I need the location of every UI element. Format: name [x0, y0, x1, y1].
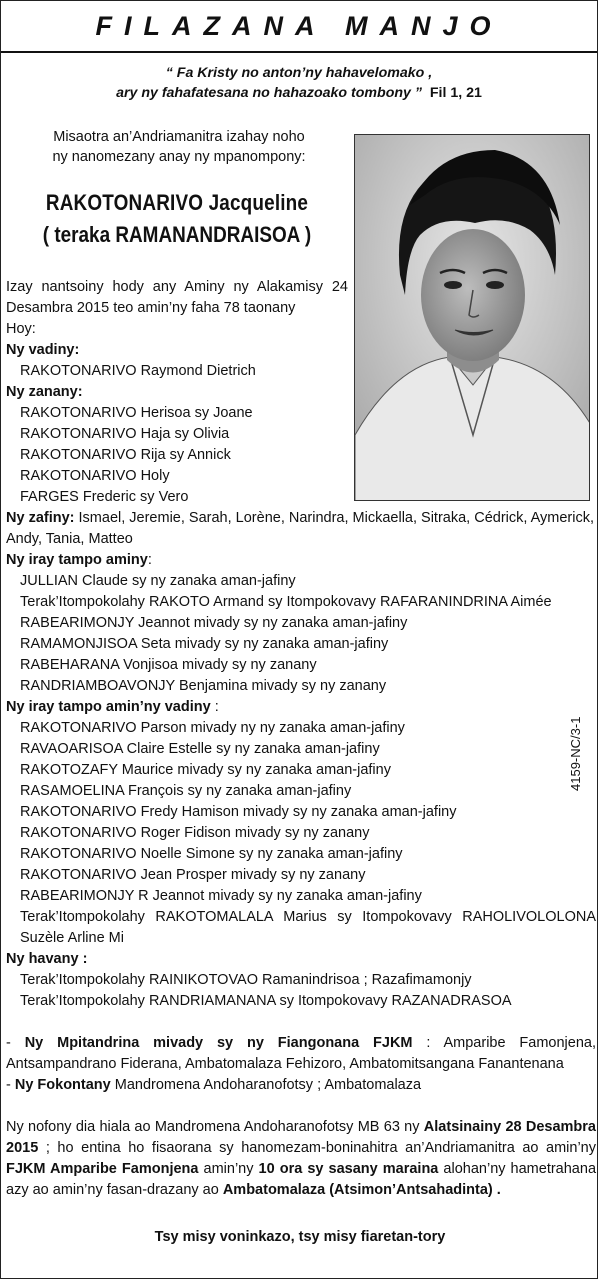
- deceased-name: RAKOTONARIVO Jacqueline: [45, 190, 309, 215]
- list-item: Terak’Itompokolahy RANDRIAMANANA sy Itompokovavy RAZANADRASOA: [20, 993, 512, 1009]
- section-spouse-label: Ny vadiny:: [6, 342, 80, 358]
- deceased-maiden-name: ( teraka RAMANANDRAISOA ): [42, 222, 312, 247]
- death-announcement: Izay nantsoiny hody any Aminy ny Alakamisy 24 Desambra 2015 teo amin’ny faha 78 taonany: [6, 279, 348, 316]
- list-item: RAVAOARISOA Claire Estelle sy ny zanaka aman-jafiny: [20, 741, 380, 757]
- list-item: FARGES Frederic sy Vero: [20, 489, 189, 505]
- list-item: RAKOTONARIVO Rija sy Annick: [20, 447, 231, 463]
- list-item: RAKOTONARIVO Fredy Hamison mivady sy ny zanaka aman-jafiny: [20, 804, 457, 820]
- list-item: RABEARIMONJY R Jeannot mivady sy ny zanaka aman-jafiny: [20, 888, 422, 904]
- list-item: RAKOTONARIVO Noelle Simone sy ny zanaka aman-jafiny: [20, 846, 403, 862]
- verse-reference: Fil 1, 21: [429, 85, 482, 101]
- list-item: Terak’Itompokolahy RAKOTO Armand sy Itompokovavy RAFARANINDRINA Aimée: [20, 594, 552, 610]
- list-item: RABEARIMONJY Jeannot mivady sy ny zanaka aman-jafiny: [20, 615, 408, 631]
- list-item: RAKOTONARIVO Herisoa sy Joane: [20, 405, 253, 421]
- notice-body: [6, 277, 598, 1201]
- notice-title: FILAZANA MANJO: [1, 1, 597, 53]
- list-item: RAKOTONARIVO Haja sy Olivia: [20, 426, 230, 442]
- intro-line-1: Misaotra an’Andriamanitra izahay noho: [53, 129, 305, 145]
- section-siblings-label: Ny iray tampo aminy:: [6, 552, 152, 568]
- verse-line-2: ary ny fahafatesana no hahazoako tombony ” Fil 1, 21: [116, 85, 482, 101]
- list-item: RAKOTONARIVO Holy: [20, 468, 170, 484]
- church-bullet-1: - Ny Mpitandrina mivady sy ny Fiangonana FJKM : Amparibe Famonjena, Antsampandrano Fiderana, Ambatomalaza Fehizoro, Ambatomitsangana Fanantenana: [6, 1035, 596, 1072]
- bible-verse: [1, 63, 597, 103]
- list-item: RASAMOELINA François sy ny zanaka aman-jafiny: [20, 783, 352, 799]
- list-item: JULLIAN Claude sy ny zanaka aman-jafiny: [20, 573, 296, 589]
- verse-line-1: “ Fa Kristy no anton’ny hahavelomako ,: [165, 65, 433, 81]
- list-item: RANDRIAMBOAVONJY Benjamina mivady sy ny zanany: [20, 678, 387, 694]
- list-item: RAKOTONARIVO Raymond Dietrich: [20, 363, 256, 379]
- ad-reference-code: 4159-NC/3-1: [568, 716, 583, 791]
- list-item: Terak’Itompokolahy RAKOTOMALALA Marius sy Itompokovavy RAHOLIVOLOLONA Suzèle Arline Mi: [20, 909, 596, 946]
- list-item: RAMAMONJISOA Seta mivady sy ny zanaka aman-jafiny: [20, 636, 389, 652]
- list-item: RAKOTOZAFY Maurice mivady sy ny zanaka aman-jafiny: [20, 762, 391, 778]
- footer-note: Tsy misy voninkazo, tsy misy fiaretan-tory: [154, 1229, 446, 1245]
- section-spouse-siblings-label: Ny iray tampo amin’ny vadiny :: [6, 699, 219, 715]
- list-item: RABEHARANA Vonjisoa mivady sy ny zanany: [20, 657, 317, 673]
- intro-line-2: ny nanomezany anay ny mpanompony:: [52, 149, 306, 165]
- list-item: Terak’Itompokolahy RAINIKOTOVAO Ramanindrisoa ; Razafimamonjy: [20, 972, 472, 988]
- church-bullet-2: - Ny Fokontany Mandromena Andoharanofotsy ; Ambatomalaza: [6, 1077, 422, 1093]
- list-item: RAKOTONARIVO Roger Fidison mivady sy ny zanany: [20, 825, 370, 841]
- list-item: RAKOTONARIVO Jean Prosper mivady sy ny zanany: [20, 867, 366, 883]
- intro-text: [19, 127, 339, 167]
- section-relatives-label: Ny havany :: [6, 951, 88, 967]
- list-item: RAKOTONARIVO Parson mivady ny ny zanaka aman-jafiny: [20, 720, 405, 736]
- section-children-label: Ny zanany:: [6, 384, 83, 400]
- hoy-label: Hoy:: [6, 321, 36, 337]
- funeral-details: Ny nofony dia hiala ao Mandromena Andoharanofotsy MB 63 ny Alatsinainy 28 Desambra 2015 ; ho entina ho fisaorana sy hanomezam-boninahitra an’Andriamanitra ao amin’ny FJKM Amparibe Famonjena amin’ny 10 ora sy sasany maraina alohan’ny hametrahana azy ao amin’ny fasan-drazany ao Ambatomalaza (Atsimon’Antsahadinta) .: [6, 1119, 597, 1198]
- section-grandchildren: Ny zafiny: Ismael, Jeremie, Sarah, Lorène, Narindra, Mickaella, Sitraka, Cédrick, Aymerick, Andy, Tania, Matteo: [6, 510, 595, 547]
